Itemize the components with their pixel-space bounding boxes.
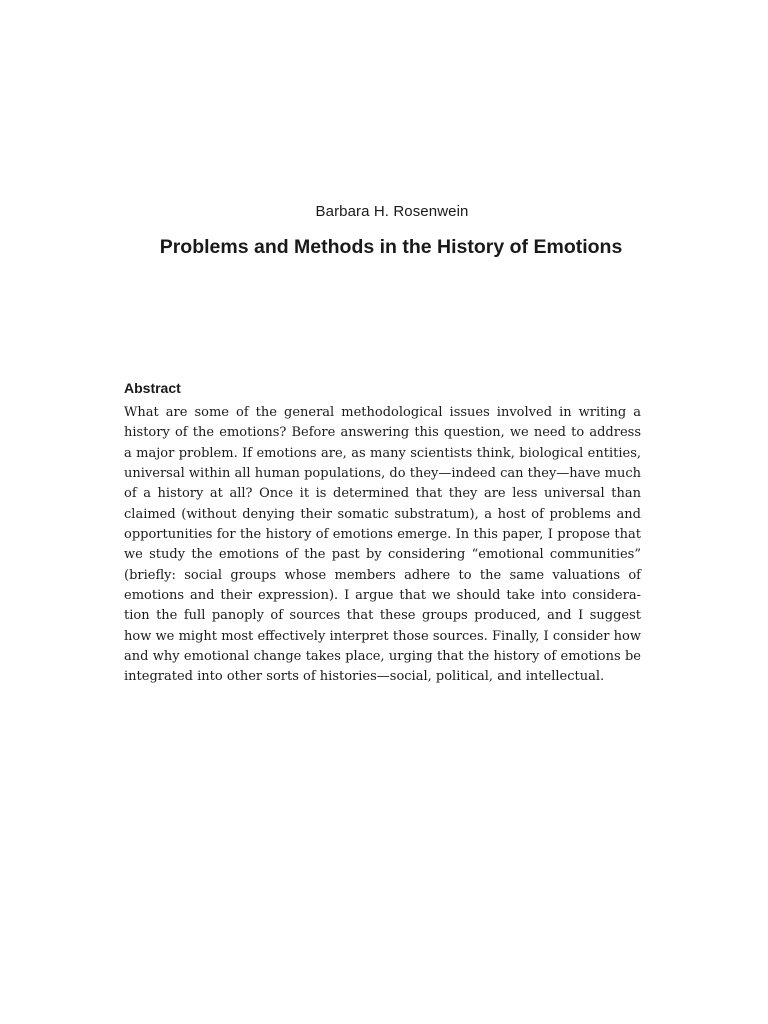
- abstract-text: What are some of the general methodological issues involved in writing a history of the emotions? Before answering this question, we need to address a major problem. If emotions are, as many scientists think, biological entities, universal within all human populations, do they—indeed can they—have much of a history at all? Once it is determined that they are less universal than claimed (without denying their somatic substratum), a host of problems and opportunities for the history of emotions emerge. In this paper, I propose that we study the emotions of the past by considering “emotional communities” (briefly: social groups whose members adhere to the same valuations of emotions and their expression). I argue that we should take into consideration the full panoply of sources that these groups produced, and I suggest how we might most effectively interpret those sources. Finally, I consider how and why emotional change takes place, urging that the history of emotions be integrated into other sorts of histories—social, political, and intellectual.: [124, 405, 641, 685]
- author-name: Barbara H. Rosenwein: [315, 203, 469, 220]
- abstract-heading: Abstract: [124, 380, 181, 396]
- paper-title: Problems and Methods in the History of Emotions: [159, 236, 623, 258]
